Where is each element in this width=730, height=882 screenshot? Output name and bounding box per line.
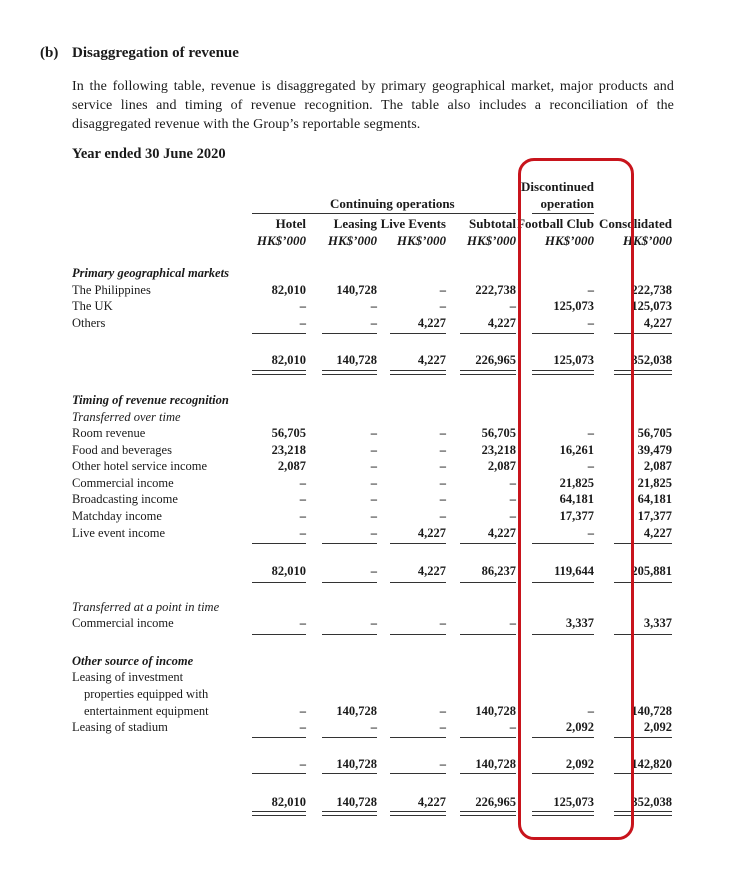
rule: [390, 582, 446, 583]
table-cell: 23,218: [481, 443, 516, 457]
table-cell: 16,261: [559, 443, 594, 457]
rule: [460, 773, 516, 774]
rule: [322, 543, 377, 544]
table-cell: –: [509, 616, 516, 630]
rule: [252, 333, 306, 334]
table-cell: –: [370, 526, 377, 540]
table-cell: –: [299, 526, 306, 540]
rule: [322, 333, 377, 334]
table-cell: 140,728: [336, 283, 377, 297]
table-cell: –: [299, 720, 306, 734]
row-label: Matchday income: [72, 509, 162, 523]
rule: [252, 737, 306, 738]
double-rule: [390, 370, 446, 375]
table-cell: –: [370, 316, 377, 330]
rule: [390, 773, 446, 774]
table-cell: 82,010: [271, 353, 306, 367]
row-label: entertainment equipment: [84, 704, 209, 718]
section-label: Primary geographical markets: [72, 266, 229, 280]
column-unit: HK$’000: [622, 233, 672, 248]
period-heading: Year ended 30 June 2020: [72, 146, 226, 162]
table-cell: 125,073: [553, 795, 594, 809]
table-cell: –: [299, 316, 306, 330]
table-cell: 222,738: [631, 283, 672, 297]
table-cell: –: [370, 443, 377, 457]
table-cell: 17,377: [559, 509, 594, 523]
table-cell: 4,227: [417, 564, 446, 578]
table-cell: –: [439, 299, 446, 313]
table-cell: 64,181: [637, 492, 672, 506]
table-cell: –: [587, 316, 594, 330]
table-cell: –: [370, 492, 377, 506]
table-cell: –: [370, 459, 377, 473]
table-cell: 140,728: [336, 795, 377, 809]
section-label: Timing of revenue recognition: [72, 393, 229, 407]
table-cell: 39,479: [637, 443, 672, 457]
section-label: Other source of income: [72, 654, 194, 668]
double-rule: [252, 811, 306, 816]
table-cell: –: [587, 426, 594, 440]
rule: [252, 773, 306, 774]
column-header: Consolidated: [599, 216, 672, 231]
table-cell: –: [370, 509, 377, 523]
table-cell: 2,087: [277, 459, 306, 473]
table-cell: 2,092: [565, 720, 594, 734]
table-cell: 64,181: [559, 492, 594, 506]
table-cell: –: [587, 283, 594, 297]
table-cell: 82,010: [271, 564, 306, 578]
table-cell: –: [439, 509, 446, 523]
table-cell: –: [299, 509, 306, 523]
table-cell: 140,728: [475, 757, 516, 771]
table-cell: 140,728: [336, 704, 377, 718]
table-cell: –: [587, 526, 594, 540]
rule: [322, 582, 377, 583]
table-cell: –: [299, 757, 306, 771]
column-unit: HK$’000: [327, 233, 377, 248]
highlight-box: [518, 158, 634, 840]
table-cell: 140,728: [336, 353, 377, 367]
table-cell: 86,237: [481, 564, 516, 578]
table-cell: 226,965: [475, 795, 516, 809]
row-label: Live event income: [72, 526, 166, 540]
table-cell: 4,227: [417, 795, 446, 809]
row-label: Leasing of stadium: [72, 720, 168, 734]
table-cell: –: [370, 616, 377, 630]
table-cell: 4,227: [417, 316, 446, 330]
table-cell: 226,965: [475, 353, 516, 367]
row-label: Room revenue: [72, 426, 146, 440]
table-cell: –: [370, 564, 377, 578]
table-cell: 352,038: [631, 353, 672, 367]
column-header: Subtotal: [469, 216, 516, 231]
table-cell: –: [299, 299, 306, 313]
rule: [390, 333, 446, 334]
table-cell: 56,705: [271, 426, 306, 440]
table-cell: –: [509, 476, 516, 490]
table-cell: –: [439, 459, 446, 473]
table-cell: –: [299, 476, 306, 490]
row-label: The Philippines: [72, 283, 151, 297]
rule: [390, 634, 446, 635]
table-cell: –: [439, 720, 446, 734]
table-cell: 2,092: [643, 720, 672, 734]
rule: [460, 582, 516, 583]
rule: [252, 543, 306, 544]
table-cell: –: [370, 720, 377, 734]
row-label: Broadcasting income: [72, 492, 178, 506]
table-cell: 2,087: [643, 459, 672, 473]
rule: [460, 333, 516, 334]
header-rule: [252, 213, 516, 214]
row-label: Commercial income: [72, 476, 174, 490]
table-cell: 4,227: [643, 526, 672, 540]
table-cell: 3,337: [643, 616, 672, 630]
double-rule: [460, 811, 516, 816]
table-cell: 17,377: [637, 509, 672, 523]
table-cell: –: [509, 299, 516, 313]
column-header: Leasing: [333, 216, 377, 231]
table-cell: 140,728: [475, 704, 516, 718]
table-cell: 205,881: [631, 564, 672, 578]
table-cell: 222,738: [475, 283, 516, 297]
column-unit: HK$’000: [396, 233, 446, 248]
table-cell: 3,337: [565, 616, 594, 630]
rule: [390, 737, 446, 738]
rule: [252, 634, 306, 635]
table-cell: –: [370, 476, 377, 490]
double-rule: [460, 370, 516, 375]
table-cell: –: [370, 426, 377, 440]
section-label: Transferred at a point in time: [72, 600, 220, 614]
table-cell: 56,705: [637, 426, 672, 440]
table-cell: –: [299, 616, 306, 630]
table-cell: –: [439, 616, 446, 630]
intro-paragraph: In the following table, revenue is disaggregated by primary geographical market, major products and service lines and timing of revenue recognition. The table also includes a reconciliation of the disaggregated revenue with the Group’s reportable segments.: [72, 79, 674, 132]
table-cell: 4,227: [417, 526, 446, 540]
table-cell: 56,705: [481, 426, 516, 440]
double-rule: [322, 370, 377, 375]
table-cell: –: [299, 492, 306, 506]
table-cell: 21,825: [559, 476, 594, 490]
table-cell: 4,227: [417, 353, 446, 367]
table-cell: 125,073: [631, 299, 672, 313]
table-cell: 21,825: [637, 476, 672, 490]
column-header: Football Club: [517, 216, 594, 231]
table-cell: 140,728: [336, 757, 377, 771]
column-header: Live Events: [380, 216, 446, 231]
rule: [322, 773, 377, 774]
table-cell: –: [509, 720, 516, 734]
rule: [390, 543, 446, 544]
table-cell: –: [439, 443, 446, 457]
table-cell: –: [587, 459, 594, 473]
table-cell: –: [439, 704, 446, 718]
column-unit: HK$’000: [256, 233, 306, 248]
row-label: Leasing of investment: [72, 670, 184, 684]
section-label: Transferred over time: [72, 410, 181, 424]
table-cell: 140,728: [631, 704, 672, 718]
table-cell: 352,038: [631, 795, 672, 809]
double-rule: [322, 811, 377, 816]
row-label: properties equipped with: [84, 687, 209, 701]
discontinued-header-1: Discontinued: [521, 179, 594, 194]
table-cell: 82,010: [271, 795, 306, 809]
table-cell: –: [439, 283, 446, 297]
table-cell: 119,644: [554, 564, 594, 578]
table-cell: 142,820: [631, 757, 672, 771]
column-unit: HK$’000: [466, 233, 516, 248]
table-cell: –: [439, 476, 446, 490]
row-label: Other hotel service income: [72, 459, 208, 473]
double-rule: [252, 370, 306, 375]
rule: [322, 634, 377, 635]
table-cell: 125,073: [553, 299, 594, 313]
table-cell: 23,218: [271, 443, 306, 457]
table-cell: 125,073: [553, 353, 594, 367]
section-heading: (b) Disaggregation of revenue: [40, 45, 239, 61]
table-cell: –: [509, 509, 516, 523]
continuing-operations-header: Continuing operations: [330, 196, 455, 211]
rule: [460, 737, 516, 738]
double-rule: [390, 811, 446, 816]
table-cell: –: [439, 426, 446, 440]
rule: [460, 543, 516, 544]
row-label: Food and beverages: [72, 443, 172, 457]
table-cell: –: [299, 704, 306, 718]
rule: [322, 737, 377, 738]
table-cell: 4,227: [643, 316, 672, 330]
table-cell: 4,227: [487, 526, 516, 540]
column-unit: HK$’000: [544, 233, 594, 248]
row-label: The UK: [72, 299, 113, 313]
table-cell: 2,087: [487, 459, 516, 473]
rule: [252, 582, 306, 583]
table-cell: –: [439, 492, 446, 506]
discontinued-header-2: operation: [540, 196, 594, 211]
table-cell: 2,092: [565, 757, 594, 771]
table-cell: 4,227: [487, 316, 516, 330]
table-cell: –: [370, 299, 377, 313]
row-label: Commercial income: [72, 616, 174, 630]
row-label: Others: [72, 316, 106, 330]
table-cell: –: [439, 757, 446, 771]
table-cell: –: [509, 492, 516, 506]
table-cell: 82,010: [271, 283, 306, 297]
rule: [460, 634, 516, 635]
column-header: Hotel: [275, 216, 306, 231]
table-cell: –: [587, 704, 594, 718]
